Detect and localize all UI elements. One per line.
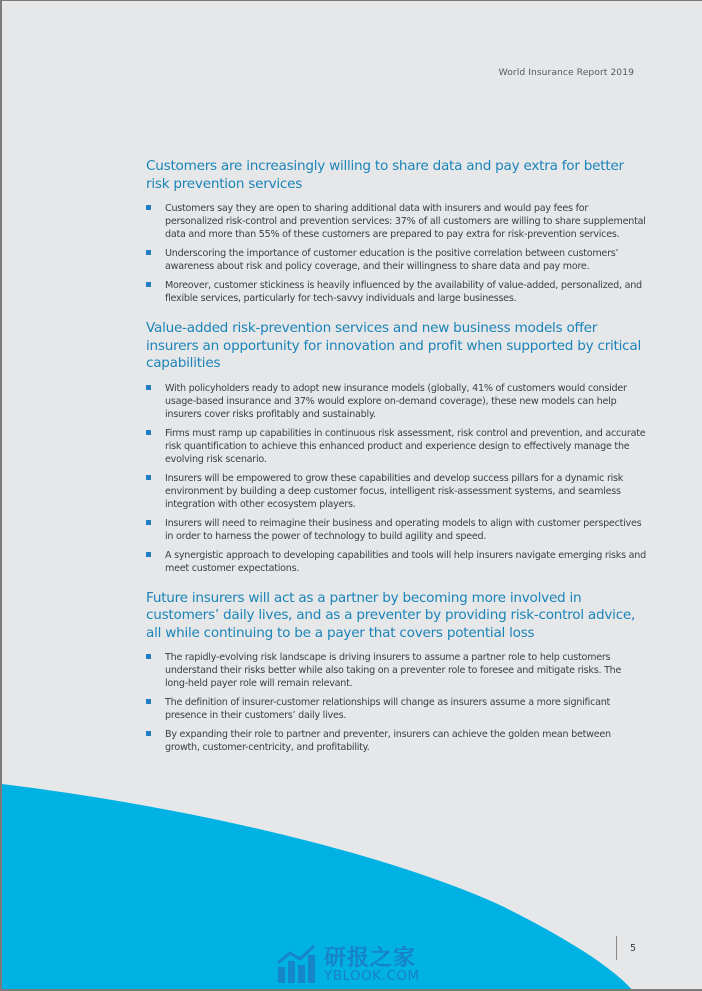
list-item: [146, 247, 646, 273]
square-bullet-icon: [146, 654, 151, 659]
list-item-text: Underscoring the importance of customer education is the positive correlation between customers’ awareness about risk and policy coverage, and their willingness to share data and pay more.: [165, 248, 619, 272]
square-bullet-icon: [146, 699, 151, 704]
running-header: World Insurance Report 2019: [498, 67, 634, 78]
list-item-text: By expanding their role to partner and preventer, insurers can achieve the golden mean between growth, customer-centricity, and profitability.: [165, 729, 611, 753]
list-item: [146, 696, 646, 722]
square-bullet-icon: [146, 552, 151, 557]
main-content: [146, 158, 646, 760]
list-item: [146, 202, 646, 241]
list-item-text: Firms must ramp up capabilities in continuous risk assessment, risk control and prevention, and accurate risk quantification to achieve this enhanced product and experience design to effectively manage the evolving risk scenario.: [165, 427, 646, 465]
section-heading: Customers are increasingly willing to share data and pay extra for better risk prevention services: [146, 158, 624, 192]
bar-chart-logo-icon: [276, 943, 318, 983]
list-item: [146, 472, 646, 511]
list-item-text: With policyholders ready to adopt new insurance models (globally, 41% of customers would consider usage-based insurance and 37% would explore on-demand coverage), these new models can help insurers cover risks profitably and sustainably.: [165, 382, 627, 420]
square-bullet-icon: [146, 731, 151, 736]
bullet-list: [146, 202, 646, 305]
bullet-list: [146, 382, 646, 575]
section-customer-data-sharing: [146, 158, 646, 305]
list-item-text: A synergistic approach to developing capabilities and tools will help insurers navigate emerging risks and meet customer expectations.: [165, 549, 646, 574]
section-heading: Value-added risk-prevention services and new business models offer insurers an opportunity for innovation and profit when supported by critical capabilities: [146, 320, 641, 371]
bullet-list: [146, 651, 646, 754]
list-item-text: Insurers will be empowered to grow these capabilities and develop success pillars for a dynamic risk environment by building a deep customer focus, intelligent risk-assessment systems, and seamless integration with other ecosystem players.: [165, 472, 624, 510]
list-item-text: The definition of insurer-customer relationships will change as insurers assume a more significant presence in their customers’ daily lives.: [165, 697, 611, 721]
page-number: 5: [630, 943, 637, 954]
section-heading: Future insurers will act as a partner by becoming more involved in customers’ daily lives, and as a preventer by providing risk-control advice, all while continuing to be a payer that covers potential loss: [146, 589, 636, 641]
square-bullet-icon: [146, 385, 151, 390]
square-bullet-icon: [146, 520, 151, 525]
list-item-text: The rapidly-evolving risk landscape is driving insurers to assume a partner role to help customers understand their risks better while also taking on a preventer role to foresee and mitigate risks. The long-held payer role will remain relevant.: [165, 652, 622, 689]
list-item: [146, 382, 646, 421]
section-value-added-services: [146, 320, 646, 575]
page-number-divider: [616, 936, 617, 960]
watermark-domain-text: YBLOOK.COM: [324, 968, 420, 984]
square-bullet-icon: [146, 282, 151, 287]
list-item: [146, 549, 646, 575]
watermark-chinese-text: 研报之家: [324, 946, 417, 971]
section-future-insurers: [146, 590, 646, 755]
list-item: [146, 279, 646, 305]
list-item-text: Moreover, customer stickiness is heavily influenced by the availability of value-added, personalized, and flexible services, particularly for tech-savvy individuals and large businesses.: [165, 280, 642, 304]
square-bullet-icon: [146, 205, 151, 210]
list-item: [146, 728, 646, 754]
list-item: [146, 651, 646, 690]
list-item: [146, 517, 646, 543]
list-item: [146, 427, 646, 466]
list-item-text: Insurers will need to reimagine their business and operating models to align with customer perspectives in order to harness the power of technology to build agility and speed.: [165, 517, 642, 542]
square-bullet-icon: [146, 250, 151, 255]
square-bullet-icon: [146, 475, 151, 480]
list-item-text: Customers say they are open to sharing additional data with insurers and would pay fees for personalized risk-control and prevention services: 37% of all customers are willing to share supplemental data and more than 55% of these customers are prepared to pay extra for risk-prevention services.: [165, 203, 646, 240]
square-bullet-icon: [146, 430, 151, 435]
watermark: [276, 941, 436, 987]
